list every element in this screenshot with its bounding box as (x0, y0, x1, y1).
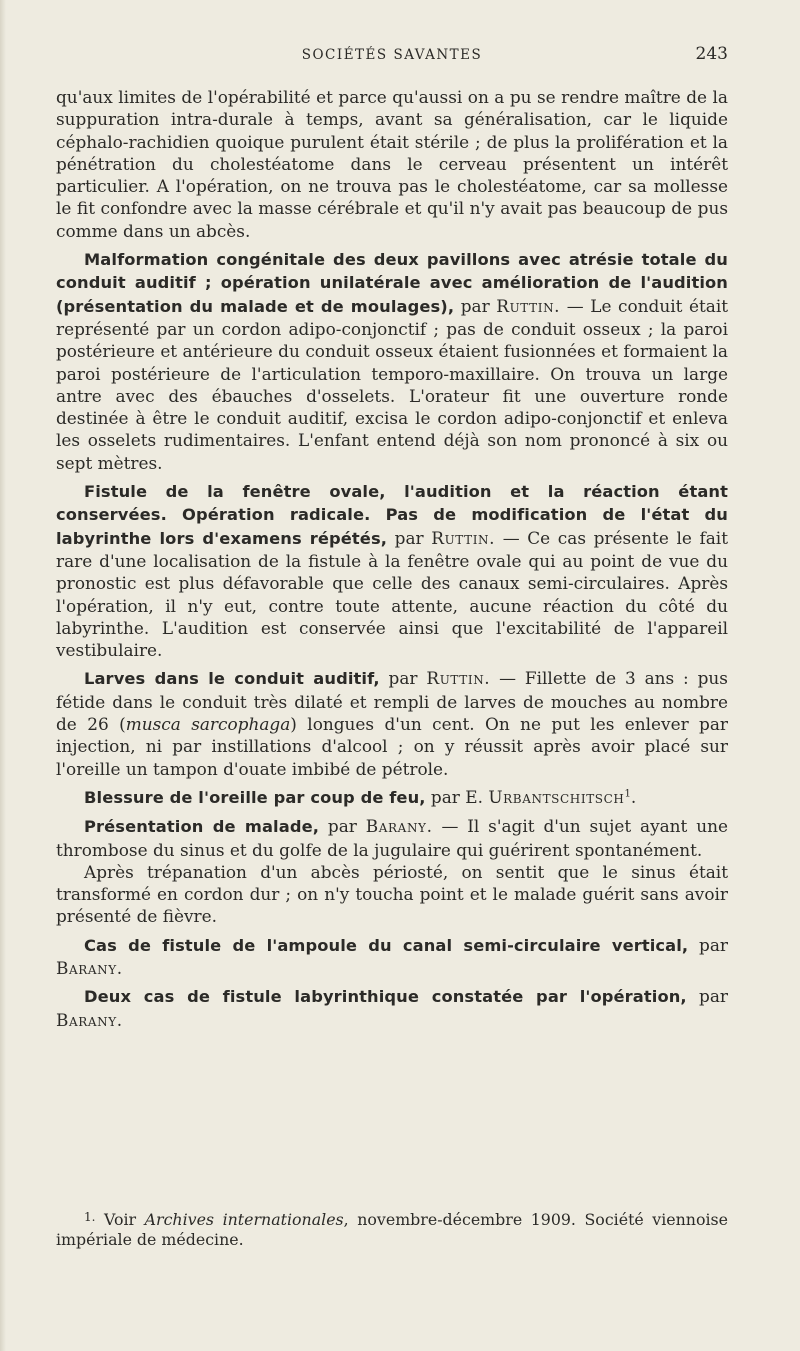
footnote-post: , novembre-décembre 1909. Société viennoise impériale de médecine. (56, 1210, 729, 1249)
entry-author: Barany. (56, 1009, 123, 1030)
entry-by: par (699, 986, 728, 1007)
footnote (56, 1207, 728, 1250)
entry-body-pre: — Fillette de 3 ans : pus fétide dans le conduit très dilaté et rempli de larves de mouches au nombre de 26 ( (56, 668, 728, 735)
entry-title: Blessure de l'oreille par coup de feu, (84, 787, 426, 807)
entry-body: — Il s'agit d'un sujet ayant une thrombose du sinus et du golfe de la jugulaire qui guérirent spontanément. (56, 816, 728, 860)
entry-author: Ruttin. (431, 527, 496, 548)
main-text (56, 86, 728, 1031)
entry-body: — Ce cas présente le fait rare d'une localisation de la fistule à la fenêtre ovale qui au point de vue du pronostic est plus défavorable que celle des canaux semi-circulaires. Après l'opération, il n'y eut, contre toute attente, aucune réaction du côté du labyrinthe. L'audition est conservée ainsi que l'excitabilité de l'appareil vestibulaire. (56, 527, 728, 661)
entry-author: Barany. (56, 957, 123, 978)
entry-author: Urbantschitsch (488, 786, 625, 807)
entry-blessure (56, 786, 728, 809)
entry-author: Ruttin. (426, 668, 491, 689)
footnote-number: 1. (84, 1210, 96, 1224)
entry-by: par (699, 934, 728, 955)
entry-body-post: ) longues d'un cent. On ne put les enlever par injection, ni par instillations d'alcool ; on y réussit après avoir placé sur l'oreille un tampon d'ouate imbibé de pétrole. (56, 714, 729, 779)
entry-body: — Le conduit était représenté par un cordon adipo-conjonctif ; pas de conduit osseux ; la paroi postérieure et antérieure du conduit osseux étaient fusionnées et formaient la paroi postérieure de l'articulation temporo-maxillaire. On trouva un large antre avec des ébauches d'osselets. L'orateur fit une ouverture ronde destinée à être le conduit auditif, excisa le cordon adipo-conjonctif et enleva les osselets rudimentaires. L'enfant entend déjà son nom prononcé à six ou sept mètres. (56, 295, 729, 473)
entry-larves (56, 667, 728, 779)
running-title: SOCIÉTÉS SAVANTES (301, 47, 483, 63)
entry-body-italic: musca sarcophaga (125, 714, 291, 735)
entry-title: Fistule de la fenêtre ovale, l'audition et la réaction étant conservées. Opération radicale. Pas de modification de l'état du labyrinthe lors d'examens répétés, (56, 482, 728, 548)
entry-by: par (460, 295, 490, 316)
entry-author: Ruttin. (496, 295, 561, 316)
entry-by: par (388, 668, 418, 689)
entry-fistule-fenetre (56, 480, 728, 661)
entry-presentation (56, 815, 728, 861)
footnote-paragraph (56, 1207, 728, 1250)
entry-title: Cas de fistule de l'ampoule du canal semi-circulaire vertical, (84, 935, 689, 955)
entry-title: Présentation de malade, (84, 817, 320, 837)
entry-title: Malformation congénitale des deux pavillons avec atrésie totale du conduit auditif ; opération unilatérale avec amélioration de l'audition (présentation du malade et de moulages), (56, 250, 728, 316)
entry-by: par (327, 816, 357, 837)
entry-author: Barany. (365, 816, 433, 837)
footnote-pre: Voir (104, 1210, 145, 1229)
page-number: 243 (695, 44, 728, 64)
entry-title: Larves dans le conduit auditif, (84, 669, 380, 689)
entry-by: par (394, 527, 424, 548)
entry-deux-cas (56, 985, 728, 1031)
page-edge (0, 0, 6, 1351)
entry-continuation: Après trépanation d'un abcès périosté, on sentit que le sinus était transformé en cordon dur ; on n'y toucha point et le malade guérit sans avoir présenté de fièvre. (56, 861, 728, 927)
entry-title: Deux cas de fistule labyrinthique constatée par l'opération, (84, 987, 687, 1007)
page-header (56, 44, 728, 68)
entry-end: . (630, 786, 637, 807)
entry-ampoule (56, 934, 728, 980)
entry-by: par E. (430, 786, 483, 807)
footnote-ref: 1 (624, 788, 631, 800)
intro-paragraph: qu'aux limites de l'opérabilité et parce qu'aussi on a pu se rendre maître de la suppuration intra-durale à temps, avant sa généralisation, car le liquide céphalo-rachidien quoique purulent était stérile ; de plus la prolifération et la pénétration du cholestéatome dans le cerveau présentent un intérêt particulier. A l'opération, on ne trouva pas le cholestéatome, car sa mollesse le fit confondre avec la masse cérébrale et qu'il n'y avait pas beaucoup de pus comme dans un abcès. (56, 87, 728, 241)
entry-malformation (56, 248, 728, 474)
footnote-italic: Archives internationales (144, 1210, 344, 1229)
